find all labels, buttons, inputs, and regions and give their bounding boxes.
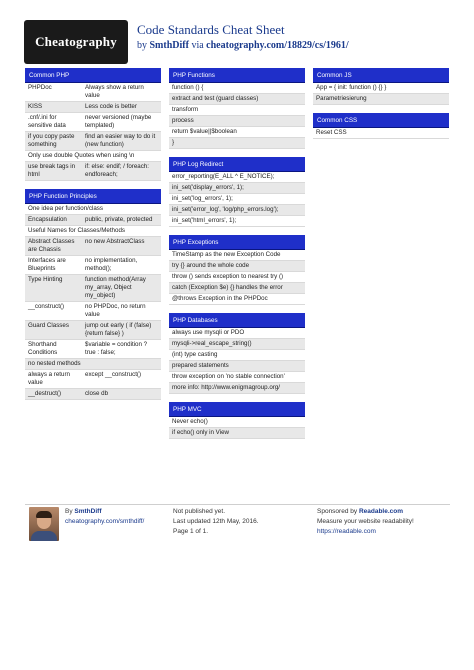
row-key: __construct() xyxy=(28,303,65,310)
row-value: never versioned (maybe templated) xyxy=(85,114,152,129)
page-footer xyxy=(25,504,450,564)
page-header xyxy=(24,20,450,66)
row-value: if: else: endif; / foreach: endforeach; xyxy=(85,163,149,178)
table-row xyxy=(169,83,305,94)
row-value: no new AbstractClass xyxy=(85,238,145,245)
column-2 xyxy=(169,68,305,447)
row-text: catch (Exception $e) {} handles the error xyxy=(172,284,283,291)
table-row xyxy=(25,302,161,321)
table-row xyxy=(25,162,161,181)
row-text: if echo() only in View xyxy=(172,429,229,436)
table-row xyxy=(169,372,305,383)
section xyxy=(313,113,449,139)
author-avatar xyxy=(29,507,59,541)
byline-by: by xyxy=(137,40,147,51)
sheet-url-link[interactable]: cheatography.com/18829/cs/1961/ xyxy=(206,40,349,51)
table-row xyxy=(169,194,305,205)
table-row xyxy=(25,132,161,151)
row-value: find an easier way to do it (new function) xyxy=(85,133,156,148)
table-row xyxy=(169,116,305,127)
footer-sponsor xyxy=(317,507,414,537)
table-row xyxy=(25,215,161,226)
section-title: Common JS xyxy=(313,68,449,83)
table-row xyxy=(169,183,305,194)
section-title: PHP Exceptions xyxy=(169,235,305,250)
table-row xyxy=(169,127,305,138)
table-row xyxy=(313,128,449,139)
table-row xyxy=(169,250,305,261)
row-value: no PHPDoc, no return value xyxy=(85,303,146,318)
table-row xyxy=(169,172,305,183)
section-title: PHP Function Principles xyxy=(25,189,161,204)
table-row xyxy=(25,237,161,256)
sponsored-label: Sponsored by xyxy=(317,508,358,515)
section-title: PHP Databases xyxy=(169,313,305,328)
row-key: Shorthand Conditions xyxy=(28,341,58,356)
table-row xyxy=(169,283,305,294)
footer-publish-info xyxy=(173,507,259,537)
row-key: Encapsulation xyxy=(28,216,67,223)
row-text: ini_set('log_errors', 1); xyxy=(172,195,233,202)
table-row xyxy=(25,256,161,275)
row-text: Only use double Quotes when using \n xyxy=(28,152,135,159)
row-value: jump out early ( if (false) {return false} ) xyxy=(85,322,152,337)
row-text: function () { xyxy=(172,84,204,91)
section xyxy=(169,235,305,305)
table-row xyxy=(25,83,161,102)
table-row xyxy=(25,102,161,113)
row-text: (int) type casting xyxy=(172,351,218,358)
row-text: throw exception on 'no stable connection' xyxy=(172,373,285,380)
row-text: Never echo() xyxy=(172,418,208,425)
row-text: throw () sends exception to nearest try () xyxy=(172,273,284,280)
table-row xyxy=(169,339,305,350)
table-row xyxy=(313,94,449,105)
row-key: Guard Classes xyxy=(28,322,69,329)
row-text: prepared statements xyxy=(172,362,229,369)
table-row xyxy=(169,105,305,116)
row-text: more info: http://www.enigmagroup.org/ xyxy=(172,384,280,391)
row-text: always use mysqli or PDO xyxy=(172,329,245,336)
row-text: no nested methods xyxy=(28,360,81,367)
row-key: PHPDoc xyxy=(28,84,52,91)
row-key: __destruct() xyxy=(28,390,62,397)
table-row xyxy=(25,226,161,237)
last-updated-text: Last updated 12th May, 2016. xyxy=(173,518,259,525)
row-text: ini_set('html_errors', 1); xyxy=(172,217,237,224)
row-text: ini_set('display_errors', 1); xyxy=(172,184,244,191)
row-value: Always show a return value xyxy=(85,84,144,99)
table-row xyxy=(25,389,161,400)
row-text: extract and test (guard classes) xyxy=(172,95,259,102)
table-row xyxy=(25,359,161,370)
byline-via: via xyxy=(191,40,204,51)
section xyxy=(313,68,449,105)
row-text: try {} around the whole code xyxy=(172,262,250,269)
row-value: no implementation, method(); xyxy=(85,257,138,272)
footer-author xyxy=(65,507,144,527)
row-key: use break tags in html xyxy=(28,163,76,178)
section xyxy=(25,68,161,181)
row-value: except __construct() xyxy=(85,371,142,378)
table-row xyxy=(169,417,305,428)
table-row xyxy=(25,275,161,302)
footer-author-name[interactable]: SmthDiff xyxy=(74,508,102,515)
row-key: Abstract Classes are Chassis xyxy=(28,238,75,253)
row-text: process xyxy=(172,117,194,124)
section xyxy=(25,189,161,400)
table-row xyxy=(169,261,305,272)
row-key: Type Hinting xyxy=(28,276,63,283)
row-text: Parametriesierung xyxy=(316,95,367,102)
section xyxy=(169,313,305,394)
table-row xyxy=(25,151,161,162)
table-row xyxy=(25,113,161,132)
section-title: PHP MVC xyxy=(169,402,305,417)
title-block xyxy=(137,22,449,51)
footer-by-label: By xyxy=(65,508,73,515)
table-row xyxy=(169,216,305,227)
table-row xyxy=(25,340,161,359)
sponsor-url[interactable]: https://readable.com xyxy=(317,528,376,535)
section-title: Common PHP xyxy=(25,68,161,83)
author-link[interactable]: SmthDiff xyxy=(149,40,189,51)
row-text: Reset CSS xyxy=(316,129,347,136)
table-row xyxy=(169,138,305,149)
section xyxy=(169,68,305,149)
row-key: .cnf/.ini for sensitive data xyxy=(28,114,66,129)
column-3 xyxy=(313,68,449,147)
section-title: PHP Log Redirect xyxy=(169,157,305,172)
row-text: App = { init: function () {} } xyxy=(316,84,387,91)
not-published-text: Not published yet. xyxy=(173,508,226,515)
cheatography-logo[interactable]: Cheatography xyxy=(24,20,128,64)
table-row xyxy=(169,328,305,339)
row-text: return $value||$boolean xyxy=(172,128,237,135)
byline xyxy=(137,40,449,51)
row-text: TimeStamp as the new Exception Code xyxy=(172,251,281,258)
row-value: function method(Array my_array, Object my_object) xyxy=(85,276,146,299)
column-1 xyxy=(25,68,161,408)
table-row xyxy=(169,205,305,216)
row-key: Interfaces are Blueprints xyxy=(28,257,66,272)
row-text: } xyxy=(172,139,175,146)
sponsor-tagline: Measure your website readability! xyxy=(317,518,414,525)
table-row xyxy=(25,321,161,340)
table-row xyxy=(25,204,161,215)
sponsor-link[interactable]: Readable.com xyxy=(358,508,404,515)
page-count-text: Page 1 of 1. xyxy=(173,528,209,535)
row-text: Useful Names for Classes/Methods xyxy=(28,227,125,234)
row-key: KISS xyxy=(28,103,43,110)
table-row xyxy=(313,83,449,94)
row-value: public, private, protected xyxy=(85,216,153,223)
row-key: always a return value xyxy=(28,371,70,386)
table-row xyxy=(169,272,305,283)
footer-author-url[interactable]: cheatography.com/smthdiff/ xyxy=(65,518,145,525)
table-row xyxy=(169,350,305,361)
table-row xyxy=(169,94,305,105)
row-key: if you copy paste something xyxy=(28,133,75,148)
row-value: Less code is better xyxy=(85,103,137,110)
table-row xyxy=(25,370,161,389)
section xyxy=(169,157,305,227)
section-title: PHP Functions xyxy=(169,68,305,83)
row-text: ini_set('error_log', 'log/php_errors.log'); xyxy=(172,206,279,213)
row-text: transform xyxy=(172,106,199,113)
table-row xyxy=(169,294,305,305)
row-value: close db xyxy=(85,390,109,397)
row-value: $variable = condition ? true : false; xyxy=(85,341,148,356)
row-text: One idea per function/class xyxy=(28,205,103,212)
table-row xyxy=(169,428,305,439)
row-text: error_reporting(E_ALL ^ E_NOTICE); xyxy=(172,173,275,180)
table-row xyxy=(169,361,305,372)
section xyxy=(169,402,305,439)
row-text: @throws Exception in the PHPDoc xyxy=(172,295,268,302)
section-title: Common CSS xyxy=(313,113,449,128)
row-text: mysqli->real_escape_string() xyxy=(172,340,252,347)
table-row xyxy=(169,383,305,394)
page-title: Code Standards Cheat Sheet xyxy=(137,22,285,37)
